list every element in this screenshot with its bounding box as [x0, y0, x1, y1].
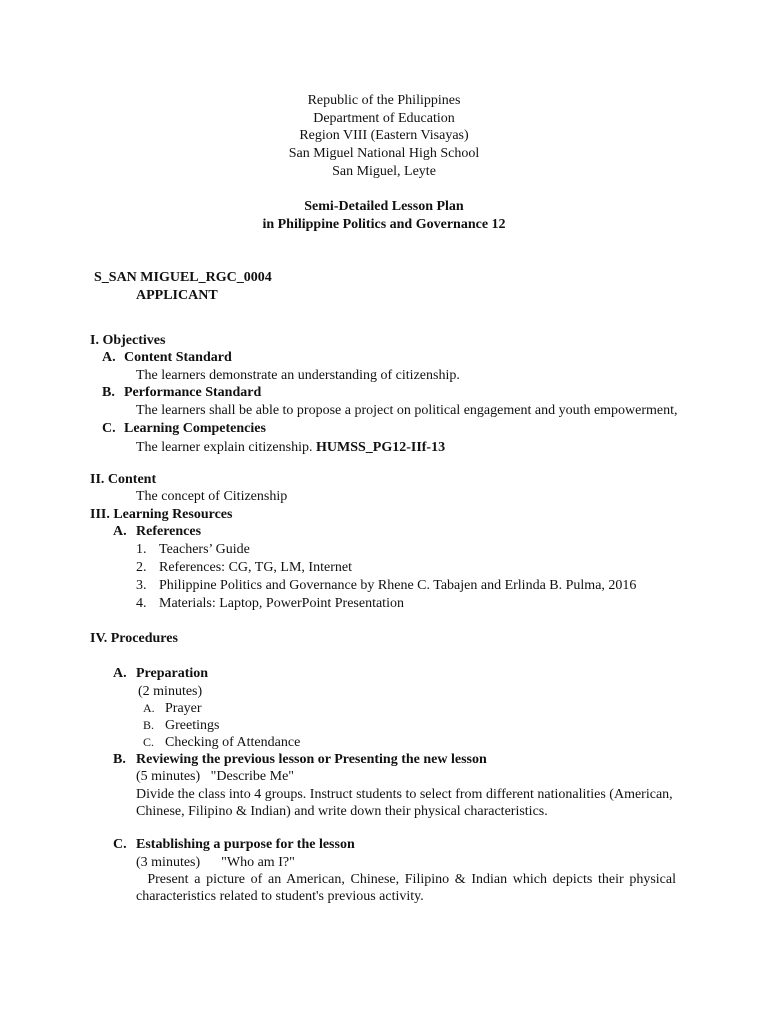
content-standard-heading: [102, 349, 232, 366]
list-marker: B.: [143, 718, 155, 732]
preparation-title: Preparation: [136, 666, 209, 681]
list-marker: A.: [143, 701, 155, 715]
header-region: Region VIII (Eastern Visayas): [299, 128, 469, 143]
competency-code: HUMSS_PG12-IIf-13: [315, 440, 446, 455]
list-number: 2.: [136, 560, 147, 575]
list-marker: A.: [113, 666, 127, 681]
resources-heading: III. Learning Resources: [90, 507, 233, 522]
list-item: [143, 717, 219, 734]
procedures-heading: IV. Procedures: [90, 631, 178, 646]
preparation-heading: [113, 665, 208, 682]
performance-standard-text: The learners shall be able to propose a project on political engagement and youth empowerment,: [136, 403, 678, 418]
list-marker: C.: [113, 837, 127, 852]
reviewing-title: Reviewing the previous lesson or Presenting the new lesson: [136, 752, 487, 767]
preparation-time: (2 minutes): [138, 684, 203, 699]
list-marker: C.: [102, 421, 116, 436]
content-text: The concept of Citizenship: [136, 489, 288, 504]
header-republic: Republic of the Philippines: [307, 93, 461, 108]
content-heading: II. Content: [90, 472, 157, 487]
reviewing-time: (5 minutes) "Describe Me": [136, 769, 294, 784]
references-title: References: [136, 524, 202, 539]
list-item-text: Greetings: [165, 718, 220, 733]
list-item: [136, 541, 250, 558]
list-item-text: Philippine Politics and Governance by Rhene C. Tabajen and Erlinda B. Pulma, 2016: [159, 578, 637, 593]
purpose-paragraph: Present a picture of an American, Chinese, Filipino & Indian which depicts their physical characteristics related to student's previous activity.: [136, 872, 680, 904]
content-standard-title: Content Standard: [124, 350, 232, 365]
performance-standard-heading: [102, 384, 261, 401]
list-item: [136, 577, 636, 594]
list-item-text: Prayer: [165, 701, 202, 716]
list-marker: A.: [113, 524, 127, 539]
header-school: San Miguel National High School: [288, 146, 480, 161]
content-standard-text: The learners demonstrate an understanding of citizenship.: [136, 368, 460, 383]
reviewing-instruction-line2: Chinese, Filipino & Indian) and write down their physical characteristics.: [136, 804, 548, 819]
list-marker: C.: [143, 735, 155, 749]
header-location: San Miguel, Leyte: [332, 164, 436, 179]
learning-competencies-heading: [102, 420, 266, 437]
list-marker: B.: [113, 752, 126, 767]
references-heading: [113, 523, 201, 540]
list-item: [136, 595, 404, 612]
document-title: Semi-Detailed Lesson Plan: [304, 199, 464, 214]
purpose-heading: [113, 836, 355, 853]
list-item-text: Materials: Laptop, PowerPoint Presentation: [159, 596, 404, 611]
competency-text: The learner explain citizenship.: [136, 440, 313, 455]
learning-competencies-text: [136, 439, 445, 456]
list-item-text: References: CG, TG, LM, Internet: [159, 560, 352, 575]
purpose-title: Establishing a purpose for the lesson: [136, 837, 355, 852]
header-department: Department of Education: [313, 111, 455, 126]
reviewing-heading: [113, 751, 487, 768]
list-number: 3.: [136, 578, 147, 593]
list-item-text: Teachers’ Guide: [159, 542, 250, 557]
list-item: [136, 559, 352, 576]
list-marker: B.: [102, 385, 115, 400]
list-item: [143, 734, 300, 751]
list-item: [143, 700, 202, 717]
list-number: 1.: [136, 542, 147, 557]
document-subtitle: in Philippine Politics and Governance 12: [262, 217, 506, 232]
purpose-time: (3 minutes) "Who am I?": [136, 855, 295, 870]
applicant-code: S_SAN MIGUEL_RGC_0004: [94, 270, 272, 285]
list-item-text: Checking of Attendance: [165, 735, 301, 750]
objectives-heading: I. Objectives: [90, 333, 166, 348]
list-marker: A.: [102, 350, 116, 365]
performance-standard-title: Performance Standard: [124, 385, 262, 400]
list-number: 4.: [136, 596, 147, 611]
learning-competencies-title: Learning Competencies: [124, 421, 266, 436]
reviewing-instruction-line1: Divide the class into 4 groups. Instruct students to select from different nationalities (American,: [136, 787, 673, 802]
applicant-label: APPLICANT: [136, 288, 218, 303]
